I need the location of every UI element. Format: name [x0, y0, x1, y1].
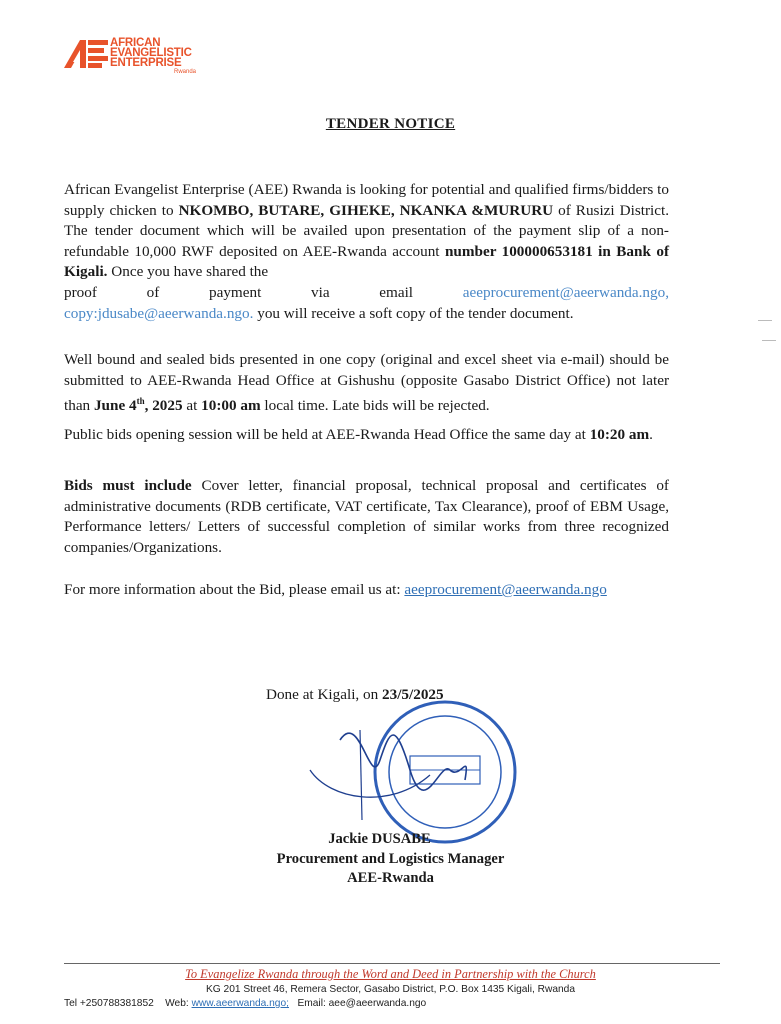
- p1-payment-row: [64, 283, 669, 304]
- footer-email: Email: aee@aeerwanda.ngo: [297, 998, 427, 1009]
- done-text: Done at Kigali, on: [266, 686, 382, 703]
- footer-motto: To Evangelize Rwanda through the Word and Deed in Partnership with the Church: [185, 967, 596, 981]
- official-stamp: [300, 700, 540, 850]
- scan-mark: [758, 320, 772, 321]
- footer-address: KG 201 Street 46, Remera Sector, Gasabo District, P.O. Box 1435 Kigali, Rwanda: [205, 984, 575, 995]
- p1-account-number: number 100000653181 in Bank of Kigali.: [64, 242, 669, 281]
- p3-text-c: .: [649, 426, 653, 443]
- paragraph-bid-opening: [64, 425, 669, 446]
- signatory-org: AEE-Rwanda: [347, 870, 434, 886]
- paragraph-tender-intro: [64, 180, 669, 324]
- p1-text-a: African Evangelist Enterprise (AEE) Rwanda is looking for potential and qualified firms/bidders to supply chicken to: [64, 181, 669, 219]
- logo-line-2: EVANGELISTIC: [110, 47, 192, 59]
- p2-date-day: June 4: [93, 397, 137, 415]
- document-title: TENDER NOTICE: [325, 116, 456, 132]
- logo-line-1: AFRICAN: [110, 37, 161, 49]
- footer-web-link[interactable]: www.aeerwanda.ngo;: [191, 998, 289, 1009]
- stamp-outer-ring: [375, 702, 515, 842]
- paragraph-submission: [64, 350, 669, 417]
- p2-deadline-time: 10:00 am: [201, 397, 261, 415]
- p1-locations: NKOMBO, BUTARE, GIHEKE, NKANKA &MURURU: [178, 201, 554, 219]
- logo-wordmark: [110, 38, 192, 68]
- footer-divider: [64, 963, 720, 964]
- paragraph-requirements: [64, 476, 669, 558]
- p1-text-f: you will receive a soft copy of the tender document.: [253, 304, 574, 322]
- p1-word-via: via: [311, 283, 330, 301]
- footer-contact: [64, 998, 426, 1009]
- org-logo: [64, 36, 234, 82]
- contact-email-link[interactable]: aeeprocurement@aeerwanda.ngo: [404, 581, 607, 598]
- stamp-inner-ring: [389, 716, 501, 828]
- p2-text-a: Well bound and sealed bids presented in one copy (original and excel sheet via e-mail) should be submitted to AEE-Rwanda Head Office at Gishushu (opposite Gasabo District Office) not later than: [64, 351, 669, 415]
- p1-last-line: [64, 304, 669, 325]
- logo-line-3: ENTERPRISE: [110, 57, 182, 69]
- signatory-role: Procurement and Logistics Manager: [276, 850, 505, 867]
- p1-word-proof: proof: [64, 283, 97, 301]
- footer-web-label: Web:: [165, 998, 189, 1009]
- issue-date: 23/5/2025: [382, 686, 444, 703]
- scan-mark: [762, 340, 776, 341]
- signatory-name: Jackie DUSABE: [328, 831, 431, 847]
- footer-tel: Tel +250788381852: [64, 998, 154, 1009]
- p4-text: Cover letter, financial proposal, technical proposal and certificates of administrative documents (RDB certificate, VAT certificate, Tax Clearance), proof of EBM Usage, Performance letters/ Letters of successful completion of similar works from three recognized companies/Organizations.: [64, 477, 669, 556]
- p1-text-e: Once you have shared the: [107, 263, 269, 281]
- copy-email-link[interactable]: copy:jdusabe@aeerwanda.ngo.: [64, 304, 254, 322]
- signature-stroke-icon: [340, 733, 466, 790]
- p1-word-payment: payment: [209, 283, 262, 301]
- p2-text-d: at: [182, 397, 202, 415]
- p3-opening-time: 10:20 am: [589, 426, 650, 443]
- paragraph-contact: [64, 580, 669, 601]
- p5-text: For more information about the Bid, please email us at:: [64, 581, 405, 598]
- p4-heading: Bids must include: [64, 477, 192, 494]
- p2-text-f: local time. Late bids will be rejected.: [260, 397, 490, 415]
- p1-text-c: of Rusizi District. The tender document which will be availed upon presentation of the payment slip of a non-refundable 10,000 RWF deposited on AEE-Rwanda account: [64, 201, 669, 260]
- p3-text-a: Public bids opening session will be held at AEE-Rwanda Head Office the same day at: [64, 426, 590, 443]
- p2-date-suffix: th: [136, 396, 145, 407]
- logo-subtitle: Rwanda: [174, 69, 197, 75]
- signatory-block: [0, 830, 781, 889]
- logo-mark-icon: [64, 38, 108, 68]
- p2-deadline-date: [94, 397, 183, 414]
- procurement-email-link[interactable]: aeeprocurement@aeerwanda.ngo,: [462, 283, 669, 301]
- p1-word-email: email: [379, 283, 414, 301]
- p2-date-year: , 2025: [144, 397, 183, 415]
- p1-word-of: of: [146, 283, 160, 301]
